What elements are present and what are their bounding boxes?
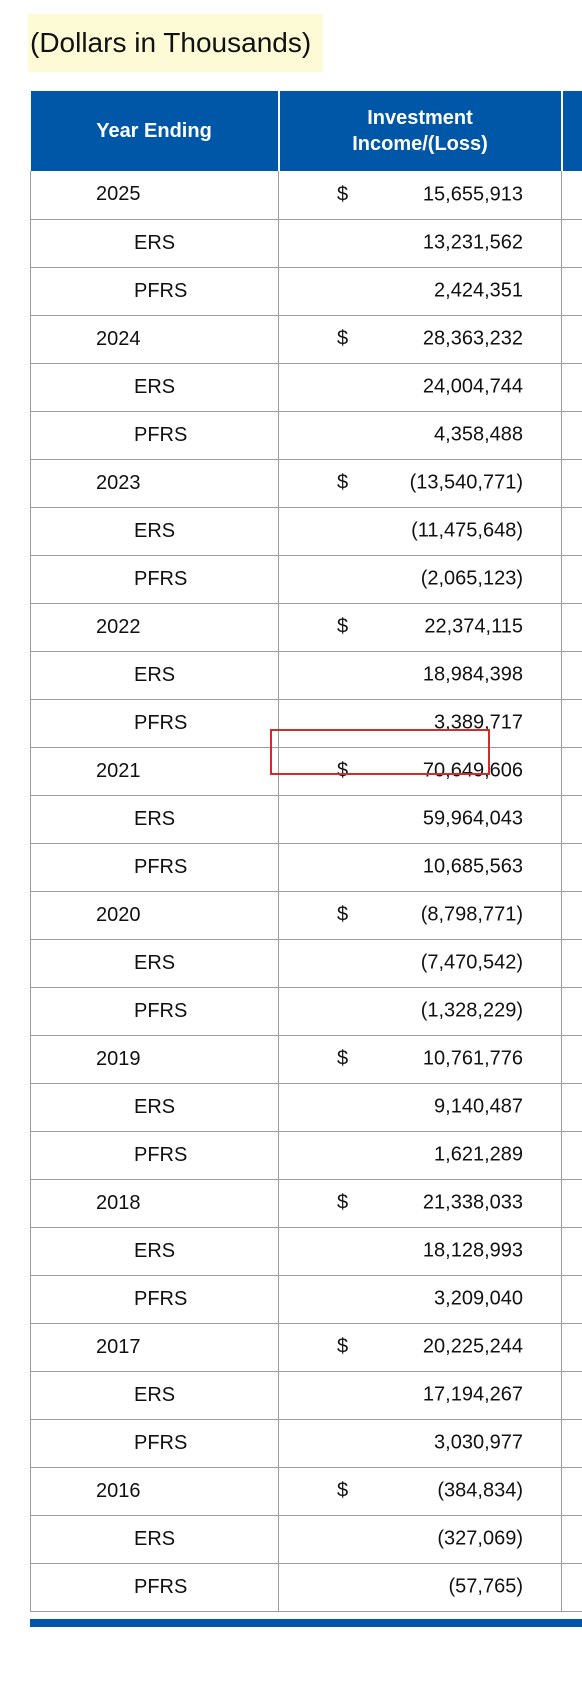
- income-amount: (384,834): [437, 1479, 523, 1502]
- dollar-sign: $: [337, 1191, 349, 1214]
- header-row: [31, 91, 582, 171]
- income-amount: (1,328,229): [420, 999, 523, 1022]
- income-cell: [279, 459, 562, 507]
- truncated-column-cell: [562, 1515, 582, 1563]
- table-row-subtotal: [31, 1371, 582, 1419]
- table-row-subtotal: [31, 363, 582, 411]
- fund-label: ERS: [31, 219, 279, 267]
- income-cell: [279, 1227, 562, 1275]
- truncated-column-cell: [562, 1083, 582, 1131]
- income-amount: 2,424,351: [434, 279, 523, 302]
- income-cell: [279, 267, 562, 315]
- income-amount: 3,389,717: [434, 711, 523, 734]
- income-cell: [279, 219, 562, 267]
- year-label: 2017: [31, 1323, 279, 1371]
- dollar-sign: $: [337, 327, 349, 350]
- year-label: 2024: [31, 315, 279, 363]
- income-amount: 18,128,993: [422, 1239, 523, 1262]
- income-cell: [279, 1371, 562, 1419]
- truncated-column-cell: [562, 315, 582, 363]
- table-row-subtotal: [31, 987, 582, 1035]
- table-row-subtotal: [31, 1419, 582, 1467]
- fund-label: PFRS: [31, 987, 279, 1035]
- fund-label: PFRS: [31, 1131, 279, 1179]
- fund-label: ERS: [31, 651, 279, 699]
- table-row-year: [31, 1323, 582, 1371]
- truncated-column-cell: [562, 171, 582, 219]
- income-cell: [279, 795, 562, 843]
- truncated-column-cell: [562, 1323, 582, 1371]
- income-amount: (327,069): [437, 1527, 523, 1550]
- fund-label: ERS: [31, 795, 279, 843]
- fund-label: ERS: [31, 363, 279, 411]
- income-cell: [279, 1035, 562, 1083]
- truncated-column-cell: [562, 1227, 582, 1275]
- investment-income-table: [30, 91, 582, 1612]
- income-amount: 10,685,563: [422, 855, 523, 878]
- investment-income-table-container: [30, 91, 582, 1612]
- income-cell: [279, 171, 562, 219]
- income-cell: [279, 1563, 562, 1611]
- table-row-year: [31, 459, 582, 507]
- year-label: 2021: [31, 747, 279, 795]
- truncated-column-cell: [562, 651, 582, 699]
- income-amount: 70,649,606: [422, 759, 523, 782]
- fund-label: PFRS: [31, 555, 279, 603]
- fund-label: PFRS: [31, 1419, 279, 1467]
- fund-label: ERS: [31, 1083, 279, 1131]
- fund-label: ERS: [31, 1515, 279, 1563]
- income-amount: 28,363,232: [422, 327, 523, 350]
- truncated-column-cell: [562, 699, 582, 747]
- income-cell: [279, 747, 562, 795]
- year-label: 2019: [31, 1035, 279, 1083]
- truncated-column-cell: [562, 1131, 582, 1179]
- income-amount: (7,470,542): [420, 951, 523, 974]
- fund-label: PFRS: [31, 267, 279, 315]
- income-amount: 20,225,244: [422, 1335, 523, 1358]
- fund-label: PFRS: [31, 699, 279, 747]
- dollar-sign: $: [337, 471, 349, 494]
- income-amount: 10,761,776: [422, 1047, 523, 1070]
- investment-income-header-line2: Income/(Loss): [352, 133, 488, 155]
- table-row-year: [31, 1035, 582, 1083]
- income-cell: [279, 1275, 562, 1323]
- truncated-column-cell: [562, 1419, 582, 1467]
- truncated-column-cell: [562, 1275, 582, 1323]
- income-cell: [279, 1131, 562, 1179]
- year-label: 2022: [31, 603, 279, 651]
- table-row-subtotal: [31, 1131, 582, 1179]
- income-cell: [279, 1179, 562, 1227]
- income-amount: 15,655,913: [422, 183, 523, 206]
- truncated-column-cell: [562, 1563, 582, 1611]
- table-row-subtotal: [31, 1275, 582, 1323]
- dollar-sign: $: [337, 759, 349, 782]
- income-cell: [279, 891, 562, 939]
- truncated-column-cell: [562, 219, 582, 267]
- truncated-column-cell: [562, 795, 582, 843]
- table-row-year: [31, 1467, 582, 1515]
- dollar-sign: $: [337, 183, 349, 206]
- year-label: 2025: [31, 171, 279, 219]
- table-bottom-border: [30, 1619, 582, 1627]
- income-amount: 22,374,115: [424, 615, 523, 638]
- table-caption: (Dollars in Thousands): [28, 14, 323, 72]
- truncated-column-cell: [562, 939, 582, 987]
- truncated-column-cell: [562, 1467, 582, 1515]
- year-label: 2018: [31, 1179, 279, 1227]
- income-amount: 3,209,040: [434, 1287, 523, 1310]
- truncated-column-cell: [562, 1371, 582, 1419]
- table-row-subtotal: [31, 699, 582, 747]
- table-row-year: [31, 1179, 582, 1227]
- truncated-column-cell: [562, 987, 582, 1035]
- income-cell: [279, 1467, 562, 1515]
- income-cell: [279, 651, 562, 699]
- income-cell: [279, 843, 562, 891]
- fund-label: PFRS: [31, 843, 279, 891]
- income-amount: 3,030,977: [434, 1431, 523, 1454]
- income-amount: 1,621,289: [434, 1143, 523, 1166]
- income-amount: 59,964,043: [422, 807, 523, 830]
- table-row-subtotal: [31, 555, 582, 603]
- truncated-column-cell: [562, 363, 582, 411]
- year-label: 2020: [31, 891, 279, 939]
- year-label: 2016: [31, 1467, 279, 1515]
- truncated-column-cell: [562, 603, 582, 651]
- truncated-column-cell: [562, 459, 582, 507]
- truncated-column-cell: [562, 555, 582, 603]
- truncated-column-cell: [562, 507, 582, 555]
- income-cell: [279, 507, 562, 555]
- year-label: 2023: [31, 459, 279, 507]
- truncated-column-cell: [562, 891, 582, 939]
- income-cell: [279, 555, 562, 603]
- income-amount: (13,540,771): [409, 471, 523, 494]
- table-row-year: [31, 603, 582, 651]
- income-amount: (2,065,123): [420, 567, 523, 590]
- table-row-year: [31, 891, 582, 939]
- table-row-subtotal: [31, 507, 582, 555]
- truncated-column-cell: [562, 843, 582, 891]
- fund-label: ERS: [31, 939, 279, 987]
- income-amount: (8,798,771): [420, 903, 523, 926]
- table-row-subtotal: [31, 411, 582, 459]
- table-body: [31, 171, 582, 1611]
- year-ending-header: Year Ending: [31, 91, 279, 171]
- table-header: [31, 91, 582, 171]
- income-cell: [279, 1323, 562, 1371]
- table-row-year: [31, 171, 582, 219]
- truncated-column-cell: [562, 1179, 582, 1227]
- table-row-subtotal: [31, 267, 582, 315]
- income-amount: (11,475,648): [411, 519, 523, 542]
- fund-label: PFRS: [31, 1563, 279, 1611]
- table-row-subtotal: [31, 939, 582, 987]
- income-amount: 18,984,398: [422, 663, 523, 686]
- table-row-subtotal: [31, 1227, 582, 1275]
- truncated-column-cell: [562, 1035, 582, 1083]
- fund-label: ERS: [31, 1371, 279, 1419]
- income-cell: [279, 363, 562, 411]
- fund-label: ERS: [31, 1227, 279, 1275]
- income-cell: [279, 987, 562, 1035]
- dollar-sign: $: [337, 1479, 349, 1502]
- dollar-sign: $: [337, 1047, 349, 1070]
- income-amount: 9,140,487: [434, 1095, 523, 1118]
- income-cell: [279, 1419, 562, 1467]
- income-cell: [279, 1515, 562, 1563]
- fund-label: PFRS: [31, 411, 279, 459]
- investment-income-header-line1: Investment: [367, 107, 473, 129]
- dollar-sign: $: [337, 615, 349, 638]
- table-row-year: [31, 747, 582, 795]
- income-cell: [279, 315, 562, 363]
- table-row-subtotal: [31, 1563, 582, 1611]
- fund-label: PFRS: [31, 1275, 279, 1323]
- table-row-subtotal: [31, 1083, 582, 1131]
- investment-income-header: [279, 91, 562, 171]
- table-row-subtotal: [31, 219, 582, 267]
- truncated-column-cell: [562, 267, 582, 315]
- table-row-year: [31, 315, 582, 363]
- income-cell: [279, 603, 562, 651]
- income-amount: 24,004,744: [422, 375, 523, 398]
- income-cell: [279, 939, 562, 987]
- income-amount: 13,231,562: [422, 231, 523, 254]
- truncated-column-header: [562, 91, 582, 171]
- income-amount: (57,765): [448, 1575, 523, 1598]
- income-amount: 21,338,033: [422, 1191, 523, 1214]
- dollar-sign: $: [337, 1335, 349, 1358]
- truncated-column-cell: [562, 411, 582, 459]
- truncated-column-cell: [562, 747, 582, 795]
- table-row-subtotal: [31, 651, 582, 699]
- table-row-subtotal: [31, 795, 582, 843]
- table-row-subtotal: [31, 1515, 582, 1563]
- income-cell: [279, 1083, 562, 1131]
- income-amount: 17,194,267: [422, 1383, 523, 1406]
- table-row-subtotal: [31, 843, 582, 891]
- income-amount: 4,358,488: [434, 423, 523, 446]
- income-cell: [279, 411, 562, 459]
- dollar-sign: $: [337, 903, 349, 926]
- fund-label: ERS: [31, 507, 279, 555]
- income-cell: [279, 699, 562, 747]
